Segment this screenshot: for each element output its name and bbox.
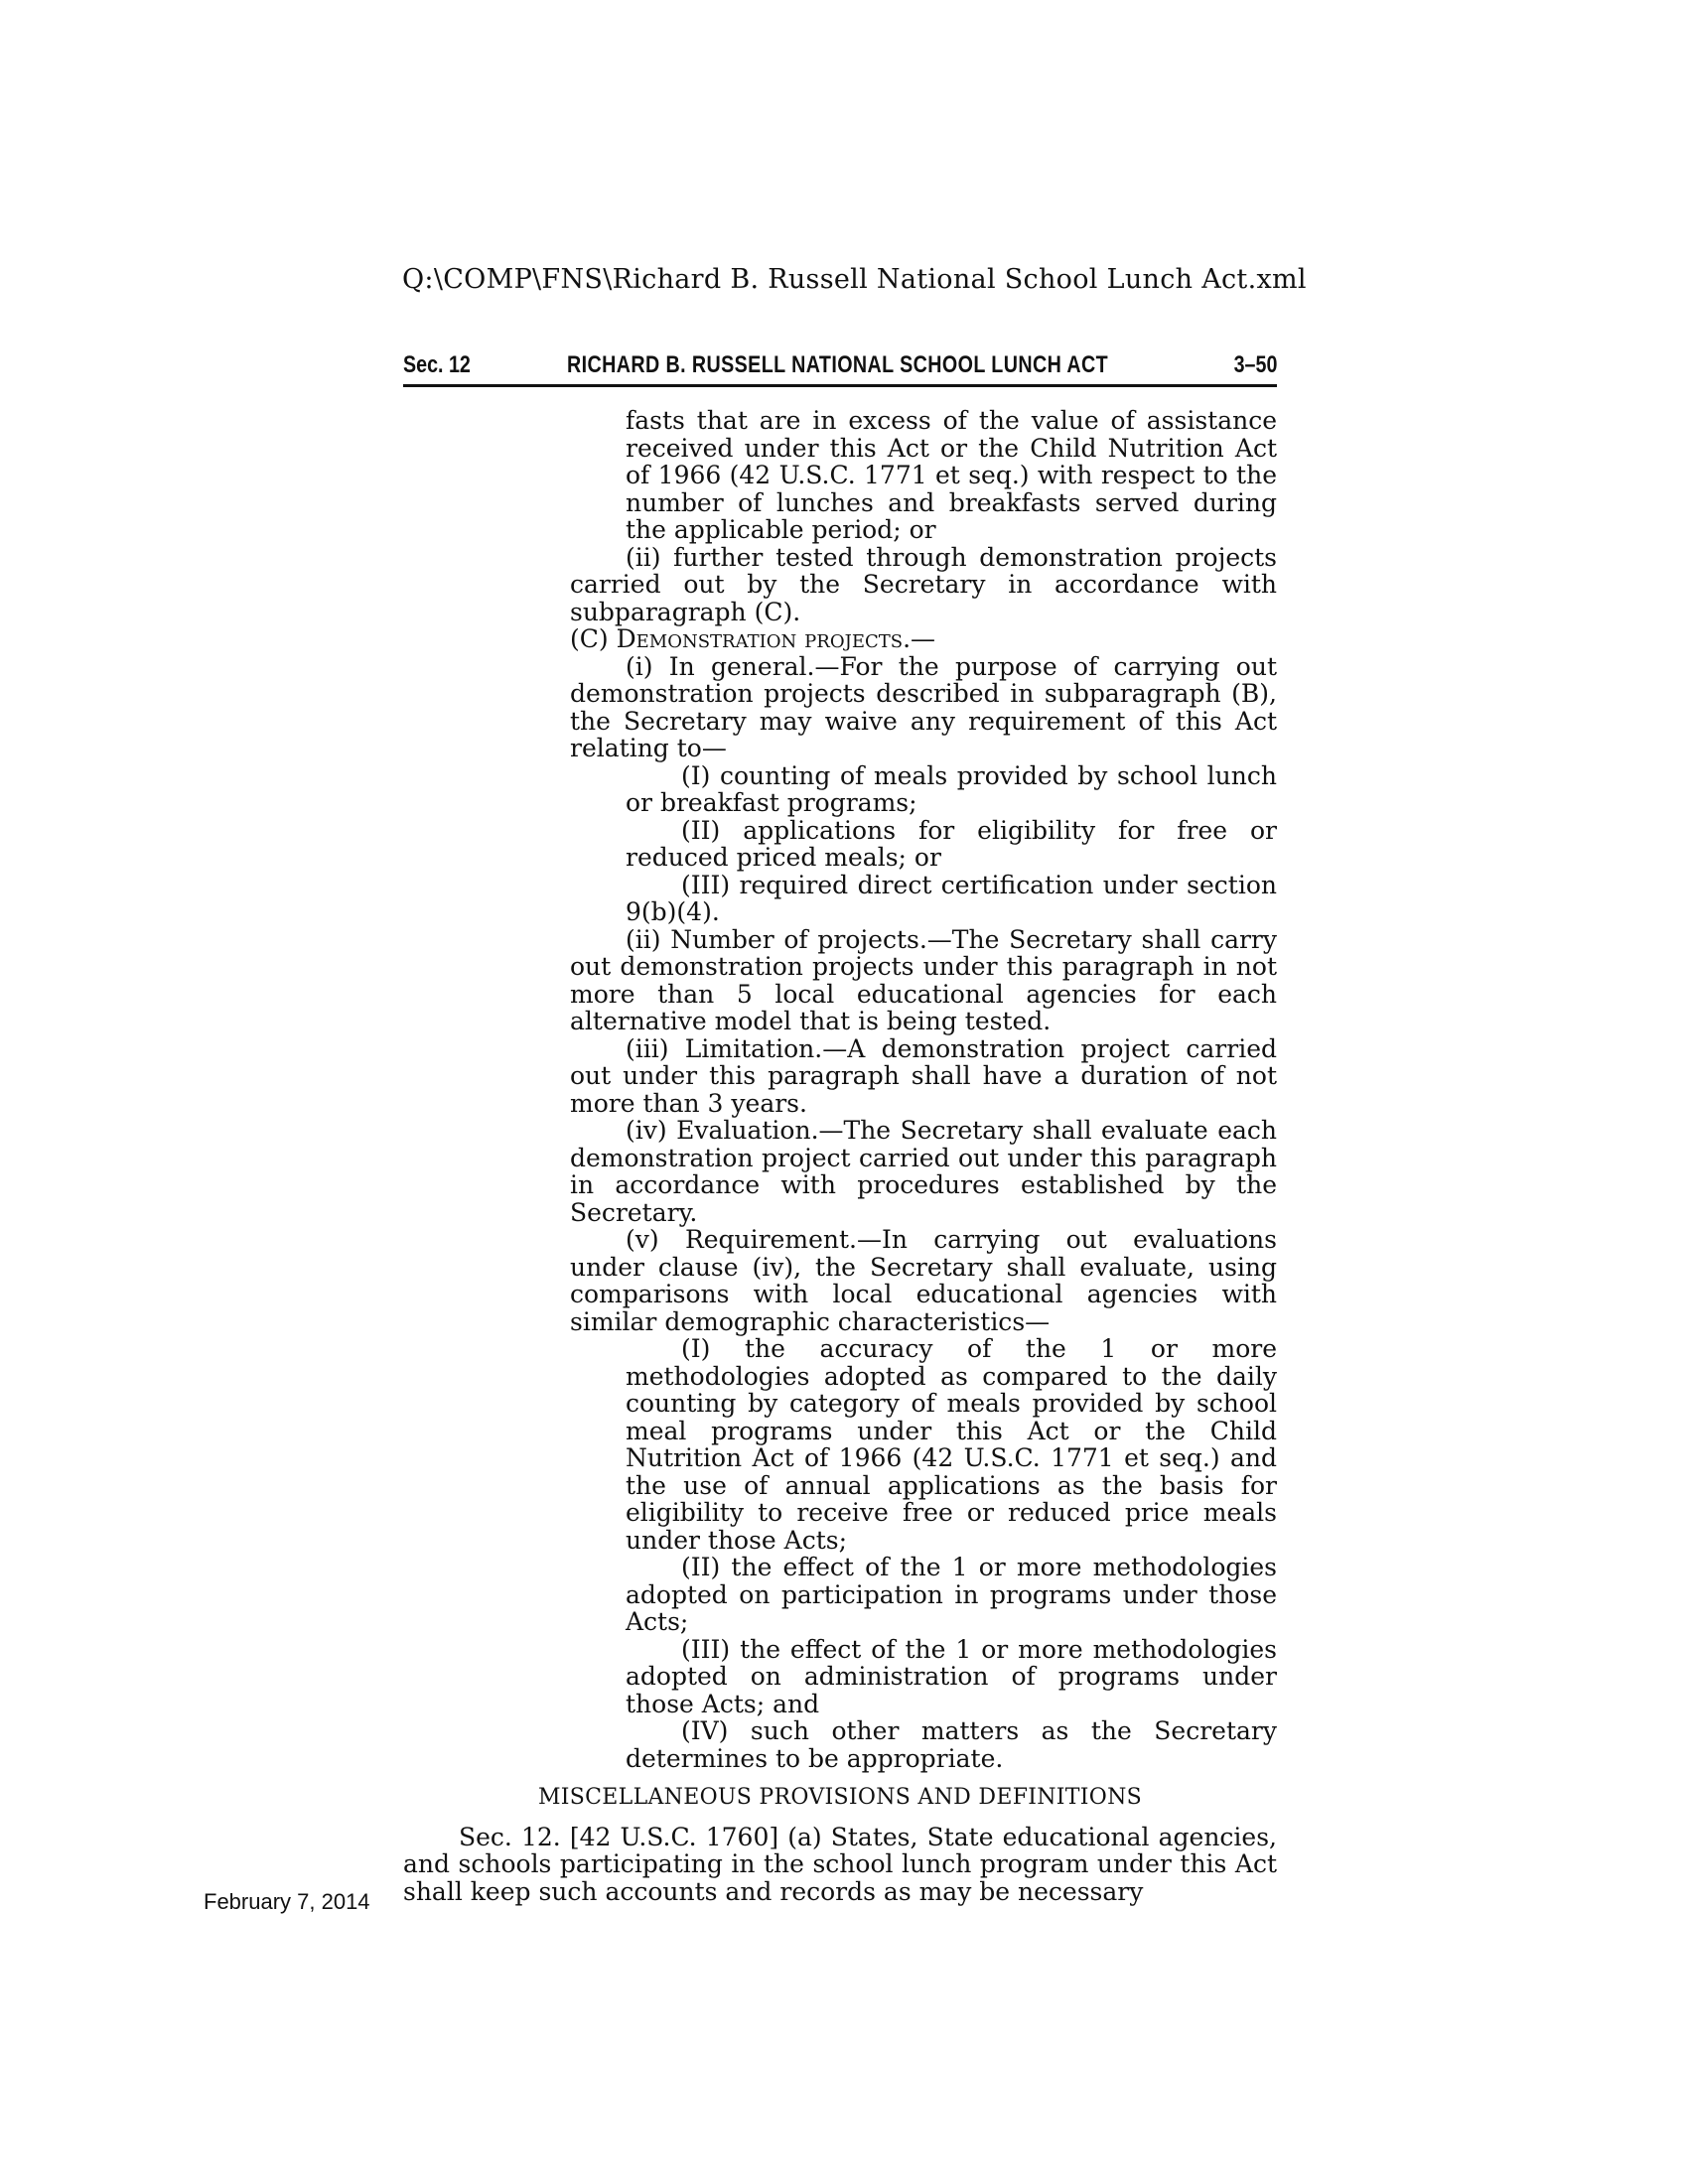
subclause-i-counting: (I) counting of meals provided by school lunch or breakfast programs;	[626, 760, 1277, 817]
clause-i-in-general: (i) In general.—For the purpose of carrying out demonstration projects described in subparagraph (B), the Secretary may waive any requirement of this Act relating to—	[570, 651, 1277, 762]
subparagraph-c-heading: (C) Demonstration projects.—	[570, 624, 936, 653]
subclause-iv-other-matters: (IV) such other matters as the Secretary determines to be appropriate.	[626, 1716, 1277, 1773]
section-12-text: Sec. 12. [42 U.S.C. 1760] (a) States, State educational agencies, and schools participating in the school lunch program under this Act shall keep such accounts and records as may be necessary	[403, 1822, 1277, 1906]
section-heading: MISCELLANEOUS PROVISIONS AND DEFINITIONS	[537, 1785, 1143, 1810]
clause-ii-tested: (ii) further tested through demonstration projects carried out by the Secretary in accordance with subparagraph (C).	[570, 542, 1277, 626]
subclause-iii-administration: (III) the effect of the 1 or more methodologies adopted on administration of programs under those Acts; and	[626, 1634, 1277, 1718]
clause-ii-number-of-projects: (ii) Number of projects.—The Secretary shall carry out demonstration projects under this paragraph in not more than 5 local educational agencies for each alternative model that is being tested.	[570, 924, 1277, 1035]
footer-date: February 7, 2014	[204, 1889, 370, 1914]
subclause-ii-applications: (II) applications for eligibility for free or reduced priced meals; or	[626, 815, 1277, 872]
subclause-iii-certification: (III) required direct certification under section 9(b)(4).	[626, 870, 1277, 926]
clause-iii-limitation: (iii) Limitation.—A demonstration project carried out under this paragraph shall have a duration of not more than 3 years.	[570, 1033, 1277, 1118]
clause-v-requirement: (v) Requirement.—In carrying out evaluations under clause (iv), the Secretary shall evaluate, using comparisons with local educational agencies with similar demographic characteristics—	[570, 1225, 1277, 1336]
document-body	[403, 407, 1277, 1905]
running-head	[403, 349, 1277, 387]
paragraph-continuation: fasts that are in excess of the value of assistance received under this Act or the Child Nutrition Act of 1966 (42 U.S.C. 1771 et seq.) with respect to the number of lunches and breakfasts served during the applicable period; or	[626, 406, 1277, 544]
subclause-i-accuracy: (I) the accuracy of the 1 or more methodologies adopted as compared to the daily counting by category of meals provided by school meal programs under this Act or the Child Nutrition Act of 1966 (42 U.S.C. 1771 et seq.) and the use of annual applications as the basis for eligibility to receive free or reduced price meals under those Acts;	[626, 1334, 1277, 1555]
running-head-section: Sec. 12	[403, 351, 471, 378]
clause-iv-evaluation: (iv) Evaluation.—The Secretary shall evaluate each demonstration project carried out under this paragraph in accordance with procedures established by the Secretary.	[570, 1116, 1277, 1227]
file-path-header: Q:\COMP\FNS\Richard B. Russell National School Lunch Act.xml	[402, 264, 1307, 295]
subclause-ii-participation: (II) the effect of the 1 or more methodologies adopted on participation in programs under those Acts;	[626, 1553, 1277, 1636]
page-number: 3–50	[1233, 351, 1277, 378]
running-head-title: RICHARD B. RUSSELL NATIONAL SCHOOL LUNCH ACT	[567, 351, 1109, 378]
